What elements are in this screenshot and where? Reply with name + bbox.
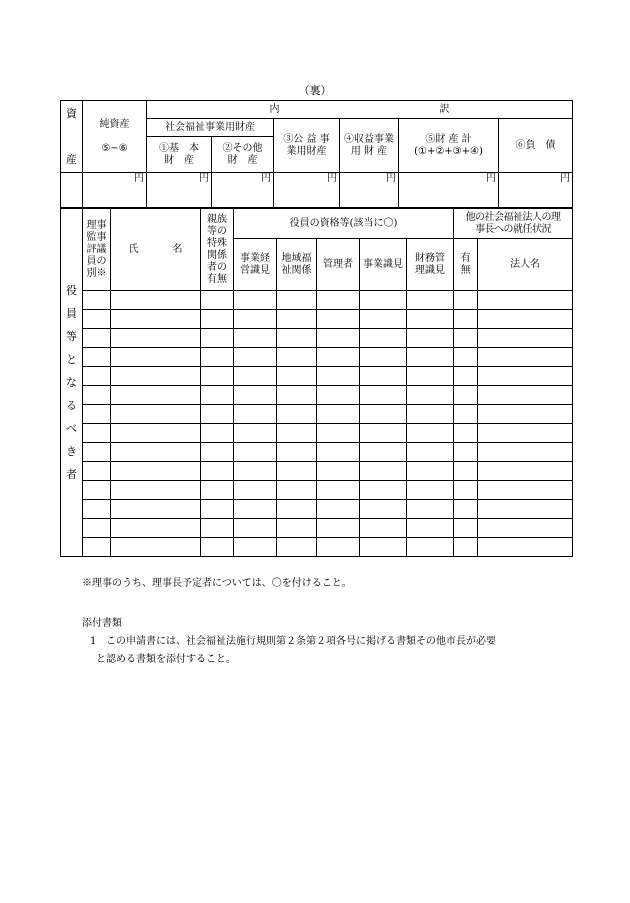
attachment-item-line1: この申請書には、社会福祉法施行規則第２条第２項各号に掲げる書類その他市長が必要 [106,636,496,647]
officer-cell[interactable] [407,481,454,500]
officer-cell[interactable] [478,443,573,462]
officer-cell[interactable] [111,500,201,519]
welfare-business-header: 社会福祉事業用財産 [147,119,274,137]
officer-cell[interactable] [83,405,111,424]
officer-cell[interactable] [111,462,201,481]
officer-cell[interactable] [360,500,407,519]
officer-cell[interactable] [201,310,234,329]
officer-cell[interactable] [317,405,360,424]
officer-cell[interactable] [111,348,201,367]
officer-cell[interactable] [407,424,454,443]
table-row [61,386,573,405]
officer-cell[interactable] [478,348,573,367]
officer-cell[interactable] [111,538,201,557]
officers-table [60,208,573,557]
officer-cell[interactable] [111,481,201,500]
officer-cell[interactable] [478,538,573,557]
officer-cell[interactable] [83,443,111,462]
presence-header: 有 無 [454,239,478,291]
officer-cell[interactable] [360,405,407,424]
officer-cell[interactable] [317,424,360,443]
officer-cell[interactable] [478,424,573,443]
officer-cell[interactable] [201,424,234,443]
officer-cell[interactable] [360,310,407,329]
manager-header: 管理者 [317,239,360,291]
net-assets-yen[interactable]: 円 [83,173,147,208]
officer-cell[interactable] [234,367,277,386]
officer-cell[interactable] [454,538,478,557]
officer-cell[interactable] [360,348,407,367]
officer-cell[interactable] [277,424,317,443]
officer-cell[interactable] [234,329,277,348]
regional-welfare-header: 地域福 祉関係 [277,239,317,291]
officer-cell[interactable] [83,481,111,500]
assets-side-blank [61,173,83,208]
officer-cell[interactable] [454,291,478,310]
corp-name-header: 法人名 [478,239,573,291]
officer-cell[interactable] [454,481,478,500]
net-assets-header: 純資産 ⑤−⑥ [83,101,147,173]
officer-cell[interactable] [478,405,573,424]
liabilities-header: ⑥負 債 [499,119,573,173]
qualification-header: 役員の資格等(該当に〇) [234,209,454,239]
attachments-title: 添付書類 [82,618,122,629]
officer-cell[interactable] [83,367,111,386]
officer-cell[interactable] [234,519,277,538]
officer-cell[interactable] [201,386,234,405]
officer-cell[interactable] [360,291,407,310]
business-mgmt-header: 事業経 営識見 [234,239,277,291]
officer-cell[interactable] [201,481,234,500]
profit-asset-header: ④収益事業 用 財 産 [340,119,399,173]
table-row [61,424,573,443]
table-row [61,367,573,386]
officer-cell[interactable] [277,329,317,348]
assets-side-label: 資 産 [61,101,83,173]
officer-cell[interactable] [478,367,573,386]
officer-cell[interactable] [111,519,201,538]
basic-asset-yen[interactable]: 円 [147,173,212,208]
officer-cell[interactable] [83,348,111,367]
table-row [61,519,573,538]
table-row [61,462,573,481]
officer-cell[interactable] [111,405,201,424]
officer-cell[interactable] [277,443,317,462]
officer-cell[interactable] [201,538,234,557]
breakdown-header: 内 訳 [147,101,573,119]
officer-cell[interactable] [111,329,201,348]
table-row [61,481,573,500]
officer-cell[interactable] [83,329,111,348]
officer-cell[interactable] [277,291,317,310]
officer-cell[interactable] [317,538,360,557]
officer-cell[interactable] [454,405,478,424]
officer-cell[interactable] [360,538,407,557]
profit-asset-yen[interactable]: 円 [340,173,399,208]
table-row [61,329,573,348]
officer-cell[interactable] [478,291,573,310]
officer-cell[interactable] [234,405,277,424]
officer-cell[interactable] [234,462,277,481]
kin-col-header: 親族 等の 特殊 関係 者の 有無 [201,209,234,291]
officer-cell[interactable] [201,443,234,462]
officer-cell[interactable] [407,310,454,329]
officer-cell[interactable] [454,500,478,519]
officer-cell[interactable] [277,519,317,538]
officer-cell[interactable] [317,310,360,329]
officer-cell[interactable] [407,329,454,348]
attachment-item-number: 1 [90,636,97,647]
officer-cell[interactable] [234,538,277,557]
officer-cell[interactable] [201,329,234,348]
officer-cell[interactable] [360,367,407,386]
officer-cell[interactable] [234,481,277,500]
officer-cell[interactable] [478,462,573,481]
officer-cell[interactable] [277,538,317,557]
officer-cell[interactable] [407,538,454,557]
other-asset-yen[interactable]: 円 [212,173,274,208]
officer-cell[interactable] [317,367,360,386]
officer-cell[interactable] [478,500,573,519]
officer-cell[interactable] [454,443,478,462]
attachment-item [90,633,560,669]
officer-note: ※理事のうち、理事長予定者については、〇を付けること。 [82,578,352,589]
officer-cell[interactable] [234,386,277,405]
officer-cell[interactable] [234,348,277,367]
table-row [61,443,573,462]
officer-cell[interactable] [407,348,454,367]
officer-cell[interactable] [201,367,234,386]
officer-cell[interactable] [360,519,407,538]
officer-cell[interactable] [317,329,360,348]
officer-cell[interactable] [407,500,454,519]
officer-cell[interactable] [478,481,573,500]
officer-cell[interactable] [360,443,407,462]
officer-cell[interactable] [234,443,277,462]
officer-cell[interactable] [360,386,407,405]
officer-cell[interactable] [317,386,360,405]
officer-cell[interactable] [454,310,478,329]
officer-cell[interactable] [111,367,201,386]
liabilities-yen[interactable]: 円 [499,173,573,208]
table-row [61,538,573,557]
officer-cell[interactable] [111,310,201,329]
officer-cell[interactable] [478,386,573,405]
officer-cell[interactable] [277,310,317,329]
attachment-item-line2: と認める書類を添付すること。 [96,654,236,665]
officer-cell[interactable] [360,424,407,443]
total-asset-yen[interactable]: 円 [399,173,499,208]
officer-cell[interactable] [317,348,360,367]
officer-cell[interactable] [201,348,234,367]
officer-cell[interactable] [83,386,111,405]
officer-cell[interactable] [83,462,111,481]
officer-cell[interactable] [277,462,317,481]
officer-cell[interactable] [111,291,201,310]
officer-cell[interactable] [234,424,277,443]
officer-cell[interactable] [360,329,407,348]
officer-cell[interactable] [407,386,454,405]
officer-cell[interactable] [277,500,317,519]
officer-cell[interactable] [407,462,454,481]
role-col-header: 理事 監事 評議 員の 別※ [83,209,111,291]
officer-cell[interactable] [478,519,573,538]
officer-cell[interactable] [83,519,111,538]
officer-cell[interactable] [111,424,201,443]
officer-cell[interactable] [478,310,573,329]
officer-cell[interactable] [317,462,360,481]
officer-cell[interactable] [201,500,234,519]
officer-cell[interactable] [454,386,478,405]
officer-cell[interactable] [111,443,201,462]
officer-cell[interactable] [234,310,277,329]
table-row [61,405,573,424]
other-corp-header: 他の社会福祉法人の理 事長への就任状況 [454,209,573,239]
business-insight-header: 事業識見 [360,239,407,291]
officer-cell[interactable] [234,291,277,310]
officer-cell[interactable] [454,519,478,538]
table-row [61,291,573,310]
officer-cell[interactable] [201,519,234,538]
officer-cell[interactable] [407,291,454,310]
officer-cell[interactable] [201,291,234,310]
officer-cell[interactable] [83,424,111,443]
officer-cell[interactable] [407,443,454,462]
officer-cell[interactable] [277,348,317,367]
officer-cell[interactable] [407,519,454,538]
officer-cell[interactable] [277,405,317,424]
name-col-header: 氏 名 [111,209,201,291]
officer-cell[interactable] [201,405,234,424]
financial-mgmt-header: 財務管 理識見 [407,239,454,291]
page-title: （裏） [298,84,332,97]
officer-cell[interactable] [360,481,407,500]
basic-asset-header: ①基 本 財 産 [147,137,212,173]
officer-cell[interactable] [454,329,478,348]
officer-cell[interactable] [234,500,277,519]
officer-cell[interactable] [360,462,407,481]
officer-cell[interactable] [454,367,478,386]
table-row [61,310,573,329]
other-asset-header: ②その他 財 産 [212,137,274,173]
officer-cell[interactable] [478,329,573,348]
officer-cell[interactable] [83,310,111,329]
officer-cell[interactable] [407,405,454,424]
officer-cell[interactable] [277,367,317,386]
assets-table [60,100,573,208]
table-row [61,500,573,519]
officers-side-label: 役 員 等 と な る べ き 者 [61,209,83,557]
officer-cell[interactable] [454,462,478,481]
total-asset-header: ⑤財 産 計 (①+②+③+④) [399,119,499,173]
officer-cell[interactable] [317,291,360,310]
officer-cell[interactable] [111,386,201,405]
officer-cell[interactable] [317,443,360,462]
officer-cell[interactable] [277,481,317,500]
public-asset-header: ③公 益 事 業用財産 [274,119,340,173]
officer-cell[interactable] [454,348,478,367]
officer-cell[interactable] [83,500,111,519]
officer-cell[interactable] [317,481,360,500]
officer-cell[interactable] [317,519,360,538]
officer-cell[interactable] [407,367,454,386]
officer-cell[interactable] [83,291,111,310]
table-row [61,348,573,367]
officer-cell[interactable] [454,424,478,443]
officer-cell[interactable] [201,462,234,481]
public-asset-yen[interactable]: 円 [274,173,340,208]
officer-cell[interactable] [317,500,360,519]
officer-cell[interactable] [83,538,111,557]
officer-cell[interactable] [277,386,317,405]
